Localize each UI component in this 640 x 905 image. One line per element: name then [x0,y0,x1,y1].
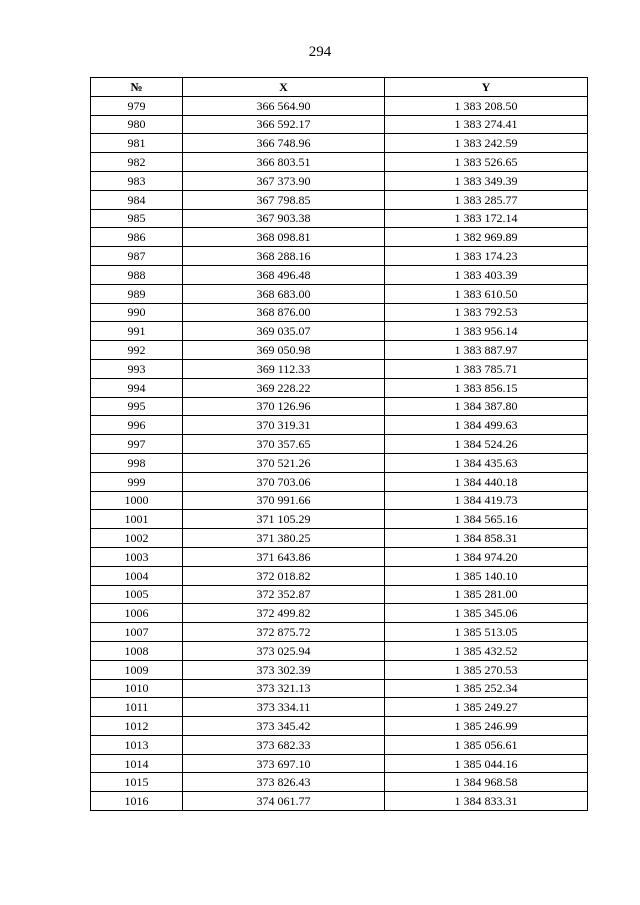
header-x: X [183,78,385,97]
x-coordinate-cell: 370 126.96 [183,397,385,416]
x-coordinate-cell: 368 098.81 [183,228,385,247]
y-coordinate-cell: 1 385 345.06 [385,604,588,623]
point-number-cell: 995 [91,397,183,416]
table-row [91,529,588,548]
x-coordinate-cell: 369 112.33 [183,359,385,378]
point-number-cell: 980 [91,115,183,134]
x-coordinate-cell: 372 499.82 [183,604,385,623]
point-number-cell: 1013 [91,735,183,754]
table-row [91,510,588,529]
y-coordinate-cell: 1 384 499.63 [385,416,588,435]
x-coordinate-cell: 367 903.38 [183,209,385,228]
point-number-cell: 1004 [91,566,183,585]
x-coordinate-cell: 372 018.82 [183,566,385,585]
y-coordinate-cell: 1 384 974.20 [385,547,588,566]
table-row [91,773,588,792]
point-number-cell: 1001 [91,510,183,529]
x-coordinate-cell: 368 496.48 [183,265,385,284]
x-coordinate-cell: 371 380.25 [183,529,385,548]
y-coordinate-cell: 1 385 432.52 [385,641,588,660]
point-number-cell: 981 [91,134,183,153]
point-number-cell: 999 [91,472,183,491]
table-body [91,96,588,810]
y-coordinate-cell: 1 383 956.14 [385,322,588,341]
point-number-cell: 1011 [91,698,183,717]
point-number-cell: 984 [91,190,183,209]
table-row [91,491,588,510]
y-coordinate-cell: 1 384 524.26 [385,435,588,454]
x-coordinate-cell: 369 035.07 [183,322,385,341]
point-number-cell: 1010 [91,679,183,698]
point-number-cell: 990 [91,303,183,322]
y-coordinate-cell: 1 385 056.61 [385,735,588,754]
table-row [91,265,588,284]
point-number-cell: 1000 [91,491,183,510]
point-number-cell: 1005 [91,585,183,604]
y-coordinate-cell: 1 385 252.34 [385,679,588,698]
table-row [91,115,588,134]
y-coordinate-cell: 1 385 513.05 [385,623,588,642]
x-coordinate-cell: 371 643.86 [183,547,385,566]
x-coordinate-cell: 369 050.98 [183,341,385,360]
point-number-cell: 1002 [91,529,183,548]
table-row [91,792,588,811]
table-row [91,359,588,378]
y-coordinate-cell: 1 383 285.77 [385,190,588,209]
point-number-cell: 1012 [91,717,183,736]
y-coordinate-cell: 1 385 270.53 [385,660,588,679]
y-coordinate-cell: 1 383 172.14 [385,209,588,228]
table-row [91,303,588,322]
table-row [91,341,588,360]
x-coordinate-cell: 373 345.42 [183,717,385,736]
table-row [91,416,588,435]
x-coordinate-cell: 372 352.87 [183,585,385,604]
y-coordinate-cell: 1 384 833.31 [385,792,588,811]
x-coordinate-cell: 372 875.72 [183,623,385,642]
x-coordinate-cell: 368 683.00 [183,284,385,303]
table-row [91,228,588,247]
y-coordinate-cell: 1 383 242.59 [385,134,588,153]
point-number-cell: 1003 [91,547,183,566]
y-coordinate-cell: 1 383 274.41 [385,115,588,134]
y-coordinate-cell: 1 384 565.16 [385,510,588,529]
coordinates-table [90,77,588,811]
point-number-cell: 1014 [91,754,183,773]
x-coordinate-cell: 369 228.22 [183,378,385,397]
y-coordinate-cell: 1 383 208.50 [385,96,588,115]
y-coordinate-cell: 1 383 526.65 [385,153,588,172]
y-coordinate-cell: 1 384 419.73 [385,491,588,510]
y-coordinate-cell: 1 384 968.58 [385,773,588,792]
table-row [91,472,588,491]
table-row [91,698,588,717]
y-coordinate-cell: 1 383 792.53 [385,303,588,322]
x-coordinate-cell: 374 061.77 [183,792,385,811]
x-coordinate-cell: 373 302.39 [183,660,385,679]
x-coordinate-cell: 373 697.10 [183,754,385,773]
point-number-cell: 979 [91,96,183,115]
x-coordinate-cell: 373 682.33 [183,735,385,754]
page-number: 294 [308,44,332,60]
x-coordinate-cell: 370 357.65 [183,435,385,454]
table-row [91,547,588,566]
table-row [91,660,588,679]
table-header-row [91,78,588,97]
y-coordinate-cell: 1 384 858.31 [385,529,588,548]
table-row [91,96,588,115]
x-coordinate-cell: 370 703.06 [183,472,385,491]
point-number-cell: 1006 [91,604,183,623]
table-row [91,566,588,585]
table-row [91,153,588,172]
x-coordinate-cell: 368 876.00 [183,303,385,322]
table-row [91,322,588,341]
y-coordinate-cell: 1 383 174.23 [385,247,588,266]
table-row [91,679,588,698]
table-row [91,453,588,472]
y-coordinate-cell: 1 385 281.00 [385,585,588,604]
table-row [91,585,588,604]
point-number-cell: 989 [91,284,183,303]
point-number-cell: 992 [91,341,183,360]
x-coordinate-cell: 366 803.51 [183,153,385,172]
x-coordinate-cell: 367 373.90 [183,171,385,190]
table-row [91,209,588,228]
y-coordinate-cell: 1 384 440.18 [385,472,588,491]
x-coordinate-cell: 373 334.11 [183,698,385,717]
table-row [91,284,588,303]
x-coordinate-cell: 366 748.96 [183,134,385,153]
point-number-cell: 994 [91,378,183,397]
y-coordinate-cell: 1 384 387.80 [385,397,588,416]
table-row [91,171,588,190]
table-row [91,134,588,153]
table-row [91,623,588,642]
table-row [91,735,588,754]
x-coordinate-cell: 373 321.13 [183,679,385,698]
point-number-cell: 1016 [91,792,183,811]
y-coordinate-cell: 1 384 435.63 [385,453,588,472]
table-row [91,397,588,416]
point-number-cell: 1009 [91,660,183,679]
table-row [91,247,588,266]
y-coordinate-cell: 1 383 403.39 [385,265,588,284]
point-number-cell: 986 [91,228,183,247]
point-number-cell: 998 [91,453,183,472]
x-coordinate-cell: 370 991.66 [183,491,385,510]
header-y: Y [385,78,588,97]
y-coordinate-cell: 1 383 887.97 [385,341,588,360]
y-coordinate-cell: 1 382 969.89 [385,228,588,247]
x-coordinate-cell: 368 288.16 [183,247,385,266]
point-number-cell: 1008 [91,641,183,660]
point-number-cell: 988 [91,265,183,284]
x-coordinate-cell: 366 592.17 [183,115,385,134]
x-coordinate-cell: 370 521.26 [183,453,385,472]
point-number-cell: 1015 [91,773,183,792]
y-coordinate-cell: 1 385 246.99 [385,717,588,736]
x-coordinate-cell: 367 798.85 [183,190,385,209]
y-coordinate-cell: 1 385 140.10 [385,566,588,585]
y-coordinate-cell: 1 383 349.39 [385,171,588,190]
point-number-cell: 987 [91,247,183,266]
x-coordinate-cell: 373 826.43 [183,773,385,792]
table-row [91,717,588,736]
point-number-cell: 1007 [91,623,183,642]
point-number-cell: 985 [91,209,183,228]
x-coordinate-cell: 366 564.90 [183,96,385,115]
header-number: № [91,78,183,97]
point-number-cell: 993 [91,359,183,378]
table-row [91,190,588,209]
table-row [91,435,588,454]
x-coordinate-cell: 371 105.29 [183,510,385,529]
y-coordinate-cell: 1 383 785.71 [385,359,588,378]
table-row [91,641,588,660]
y-coordinate-cell: 1 383 610.50 [385,284,588,303]
y-coordinate-cell: 1 385 249.27 [385,698,588,717]
point-number-cell: 997 [91,435,183,454]
point-number-cell: 991 [91,322,183,341]
table-row [91,378,588,397]
table-row [91,604,588,623]
point-number-cell: 996 [91,416,183,435]
point-number-cell: 983 [91,171,183,190]
x-coordinate-cell: 370 319.31 [183,416,385,435]
y-coordinate-cell: 1 385 044.16 [385,754,588,773]
point-number-cell: 982 [91,153,183,172]
x-coordinate-cell: 373 025.94 [183,641,385,660]
table-row [91,754,588,773]
y-coordinate-cell: 1 383 856.15 [385,378,588,397]
